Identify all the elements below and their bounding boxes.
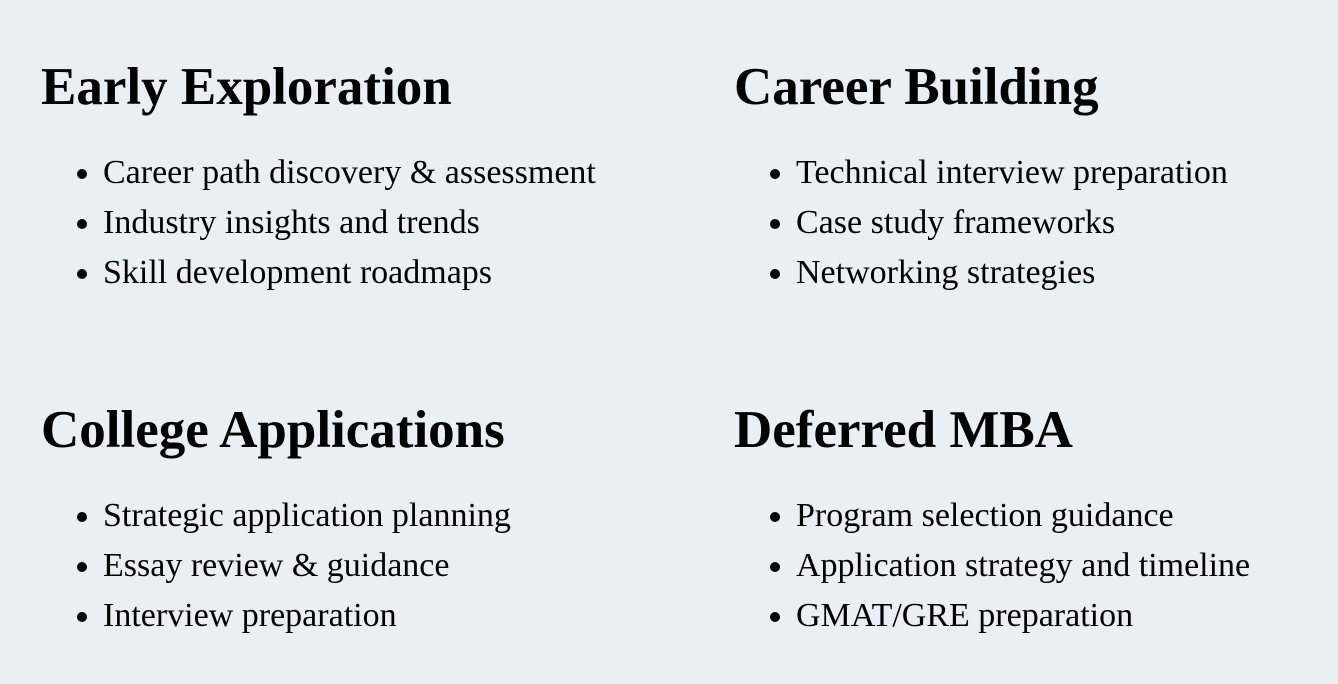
list-item: • Program selection guidance: [796, 491, 1338, 541]
section-list: [41, 491, 661, 641]
section-title: Deferred MBA: [734, 401, 1073, 459]
section-list: [734, 148, 1338, 298]
list-item: • Essay review & guidance: [103, 541, 661, 591]
list-item: • Interview preparation: [103, 591, 661, 641]
list-item: • Career path discovery & assessment: [103, 148, 661, 198]
list-item: • GMAT/GRE preparation: [796, 591, 1338, 641]
list-item: • Skill development roadmaps: [103, 248, 661, 298]
section-title: Early Exploration: [41, 58, 452, 116]
section-title: College Applications: [41, 401, 505, 459]
section-early-exploration: [41, 56, 661, 298]
list-item: • Application strategy and timeline: [796, 541, 1338, 591]
list-item: • Technical interview preparation: [796, 148, 1338, 198]
section-deferred-mba: [734, 399, 1338, 641]
list-item: • Strategic application planning: [103, 491, 661, 541]
list-item: • Industry insights and trends: [103, 198, 661, 248]
list-item: • Networking strategies: [796, 248, 1338, 298]
section-title: Career Building: [734, 58, 1099, 116]
section-list: [41, 148, 661, 298]
list-item: • Case study frameworks: [796, 198, 1338, 248]
section-career-building: [734, 56, 1338, 298]
section-college-applications: [41, 399, 661, 641]
section-list: [734, 491, 1338, 641]
